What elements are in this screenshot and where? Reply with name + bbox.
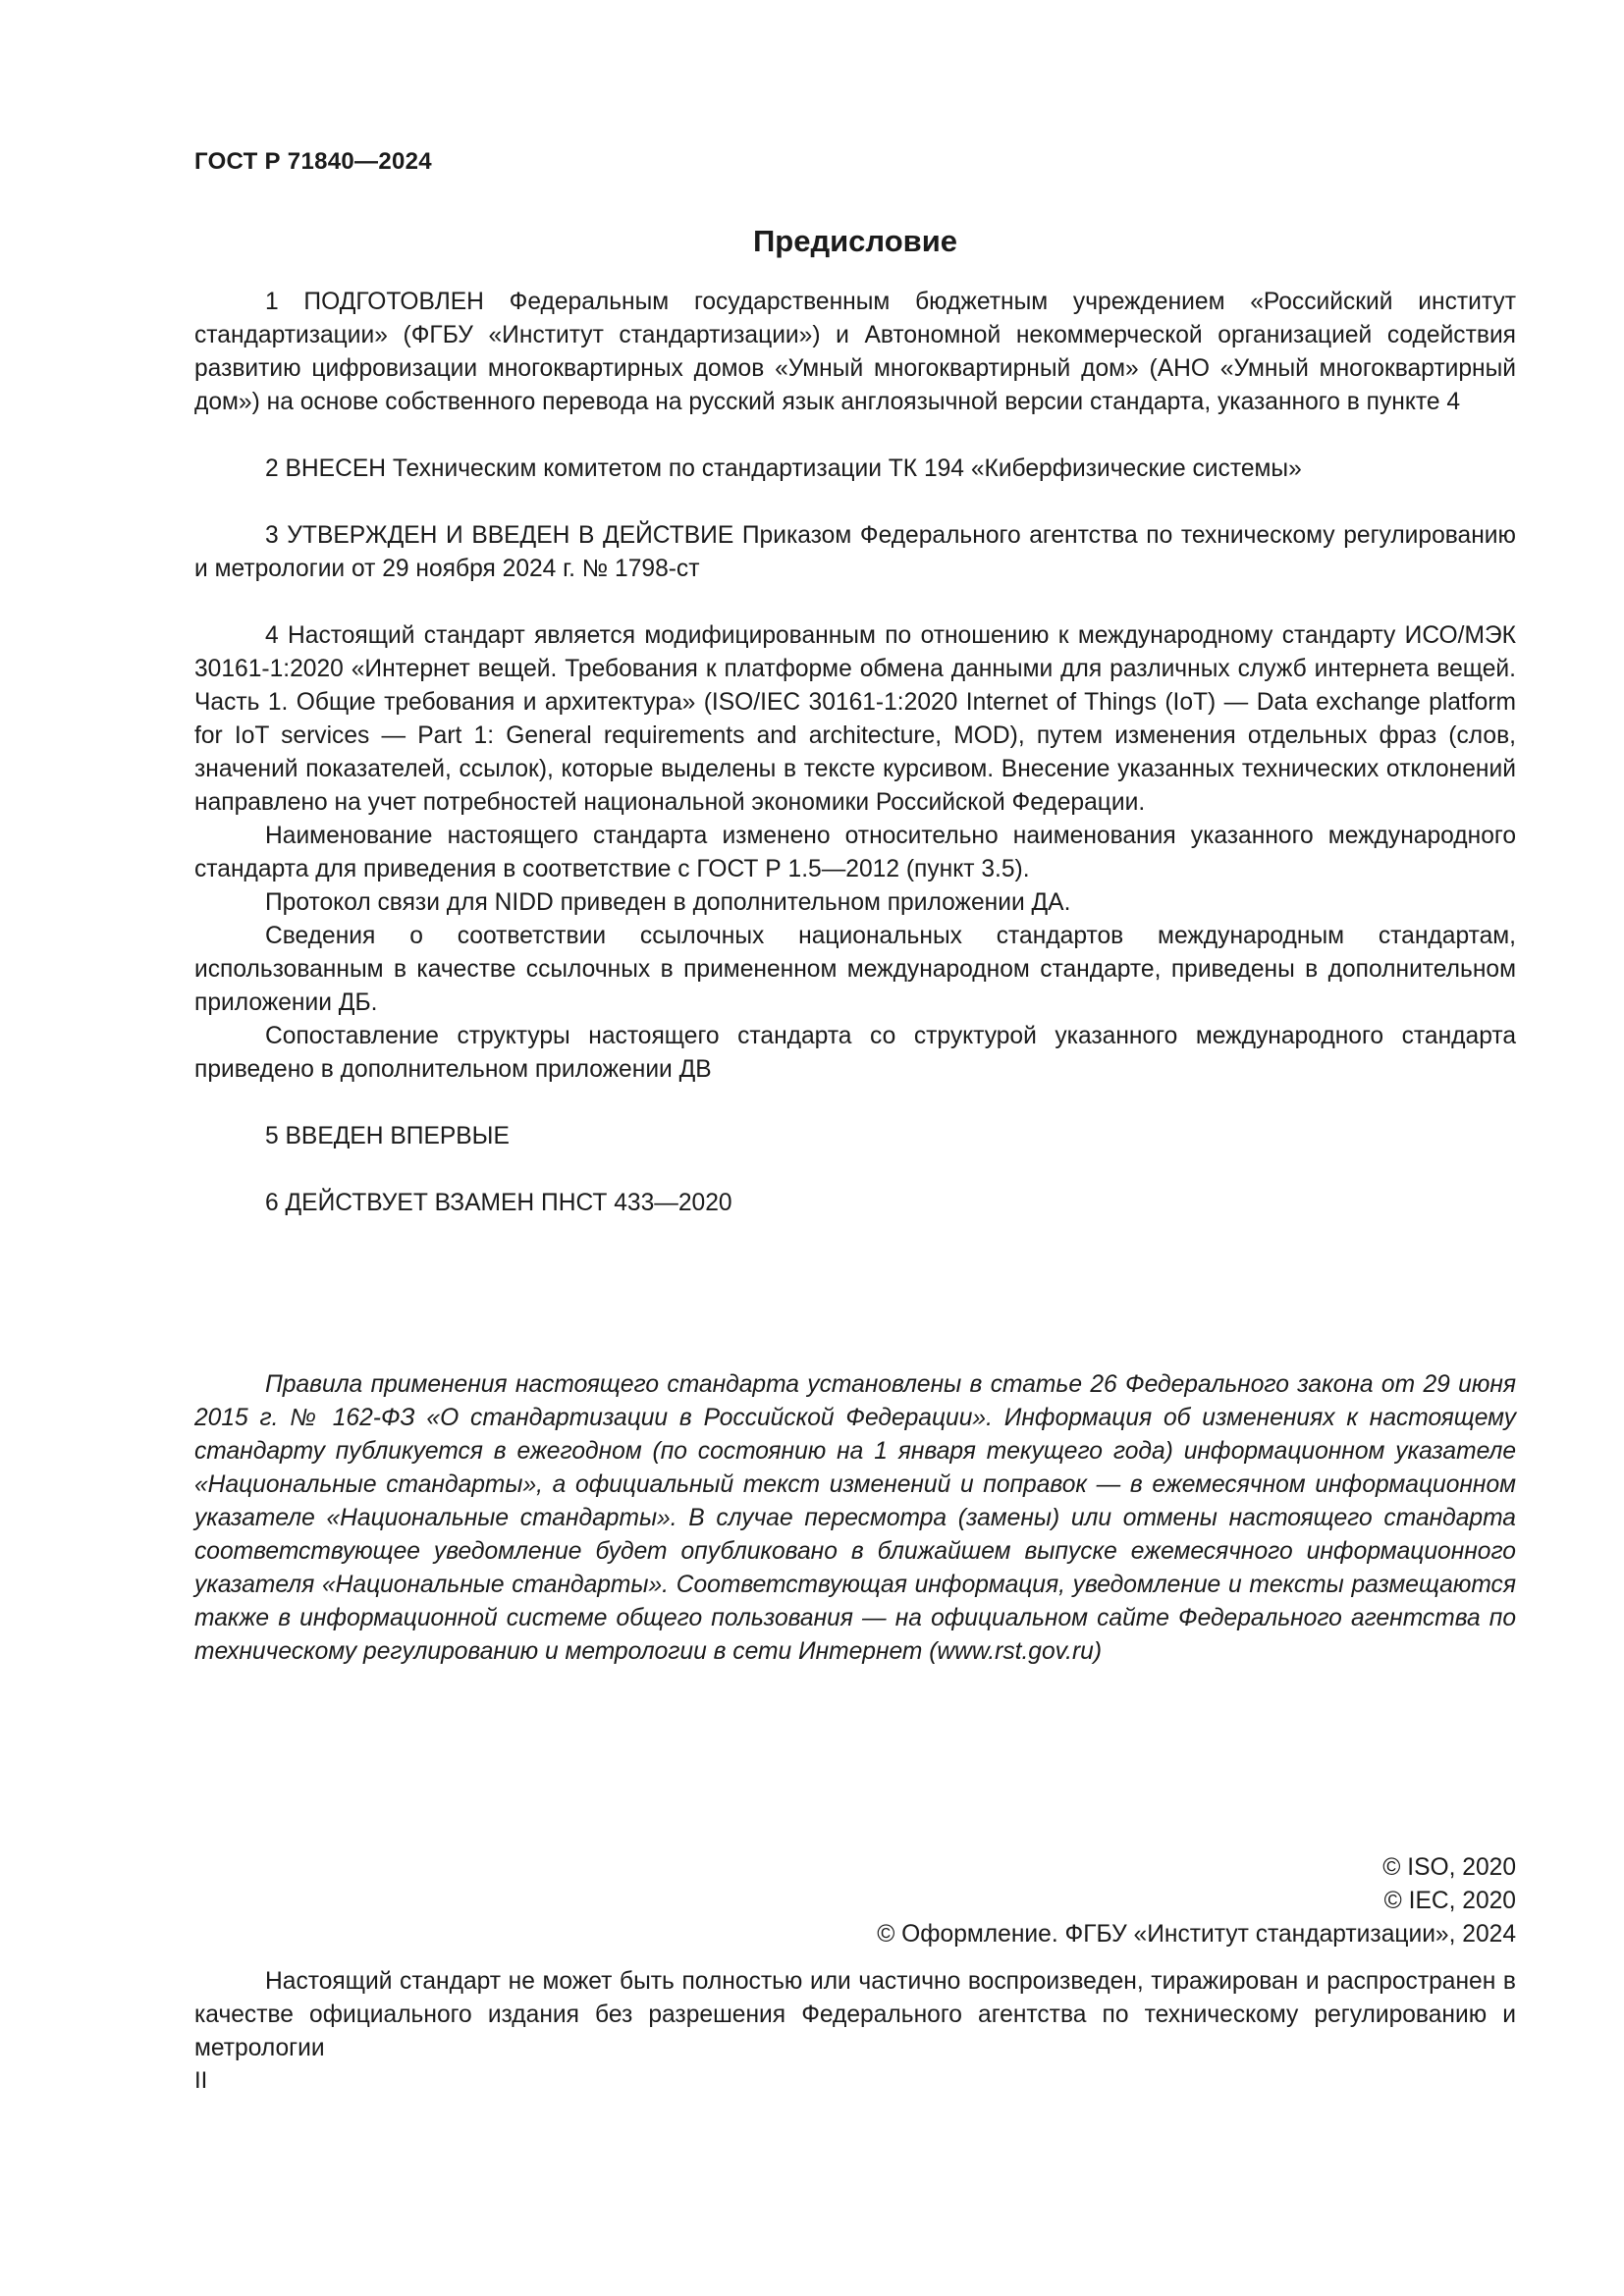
paragraph-prepared: 1 ПОДГОТОВЛЕН Федеральным государственным бюджетным учреждением «Российский институт стандартизации» (ФГБУ «Институт стандартизации») и Автономной некоммерческой организацией содействия развитию цифровизации многоквартирных домов «Умный многоквартирный дом» (АНО «Умный многоквартирный дом») на основе собственного перевода на русский язык англоязычной версии стандарта, указанного в пункте 4 xyxy=(194,289,1516,415)
paragraph-first-introduced: 5 ВВЕДЕН ВПЕРВЫЕ xyxy=(265,1123,510,1149)
page-number: II xyxy=(194,2067,208,2094)
paragraph-structure-comparison: Сопоставление структуры настоящего стандарта со структурой указанного международного стандарта приведено в дополнительном приложении ДВ xyxy=(194,1023,1516,1083)
paragraph-nidd-protocol: Протокол связи для NIDD приведен в дополнительном приложении ДА. xyxy=(265,889,1071,916)
paragraph-reference-standards: Сведения о соответствии ссылочных национальных стандартов международным стандартам, использованным в качестве ссылочных в примененном международном стандарте, приведены в дополнительном приложении ДБ. xyxy=(194,923,1516,1016)
paragraph-submitted: 2 ВНЕСЕН Техническим комитетом по стандартизации ТК 194 «Киберфизические системы» xyxy=(265,455,1302,482)
paragraph-title-changed: Наименование настоящего стандарта изменено относительно наименования указанного международного стандарта для приведения в соответствие с ГОСТ Р 1.5—2012 (пункт 3.5). xyxy=(194,823,1516,882)
paragraph-replaces: 6 ДЕЙСТВУЕТ ВЗАМЕН ПНСТ 433—2020 xyxy=(265,1190,732,1216)
foreword-body xyxy=(194,286,1516,1220)
paragraph-modified-standard: 4 Настоящий стандарт является модифицированным по отношению к международному стандарту ИСО/МЭК 30161-1:2020 «Интернет вещей. Требования к платформе обмена данными для различных служб интернета вещей. Часть 1. Общие требования и архитектура» (ISO/IEC 30161-1:2020 Internet of Things (IoT) — Data exchange platform for IoT services — Part 1: General requirements and architecture, MOD), путем изменения отдельных фраз (слов, значений показателей, ссылок), которые выделены в тексте курсивом. Внесение указанных технических отклонений направлено на учет потребностей национальной экономики Российской Федерации. xyxy=(194,622,1516,816)
application-rules-note: Правила применения настоящего стандарта установлены в статье 26 Федерального закона от 29 июня 2015 г. № 162-ФЗ «О стандартизации в Российской Федерации». Информация об изменениях к настоящему стандарту публикуется в ежегодном (по состоянию на 1 января текущего года) информационном указателе «Национальные стандарты», а официальный текст изменений и поправок — в ежемесячном информационном указателе «Национальные стандарты». В случае пересмотра (замены) или отмены настоящего стандарта соответствующее уведомление будет опубликовано в ближайшем выпуске ежемесячного информационного указателя «Национальные стандарты». Соответствующая информация, уведомление и тексты размещаются также в информационной системе общего пользования — на официальном сайте Федерального агентства по техническому регулированию и метрологии в сети Интернет (www.rst.gov.ru) xyxy=(194,1371,1516,1665)
copyright-iso: © ISO, 2020 xyxy=(1382,1854,1516,1881)
document-code-header: ГОСТ Р 71840—2024 xyxy=(194,148,432,175)
reproduction-notice: Настоящий стандарт не может быть полностью или частично воспроизведен, тиражирован и распространен в качестве официального издания без разрешения Федерального агентства по техническому регулированию и метрологии xyxy=(194,1968,1516,2061)
copyright-iec: © IEC, 2020 xyxy=(1383,1888,1516,1914)
copyright-block xyxy=(877,1851,1516,1951)
paragraph-approved: 3 УТВЕРЖДЕН И ВВЕДЕН В ДЕЙСТВИЕ Приказом Федерального агентства по техническому регулированию и метрологии от 29 ноября 2024 г. № 1798-ст xyxy=(194,522,1516,582)
page-title: Предисловие xyxy=(752,224,957,258)
copyright-design: © Оформление. ФГБУ «Институт стандартизации», 2024 xyxy=(877,1921,1516,1948)
